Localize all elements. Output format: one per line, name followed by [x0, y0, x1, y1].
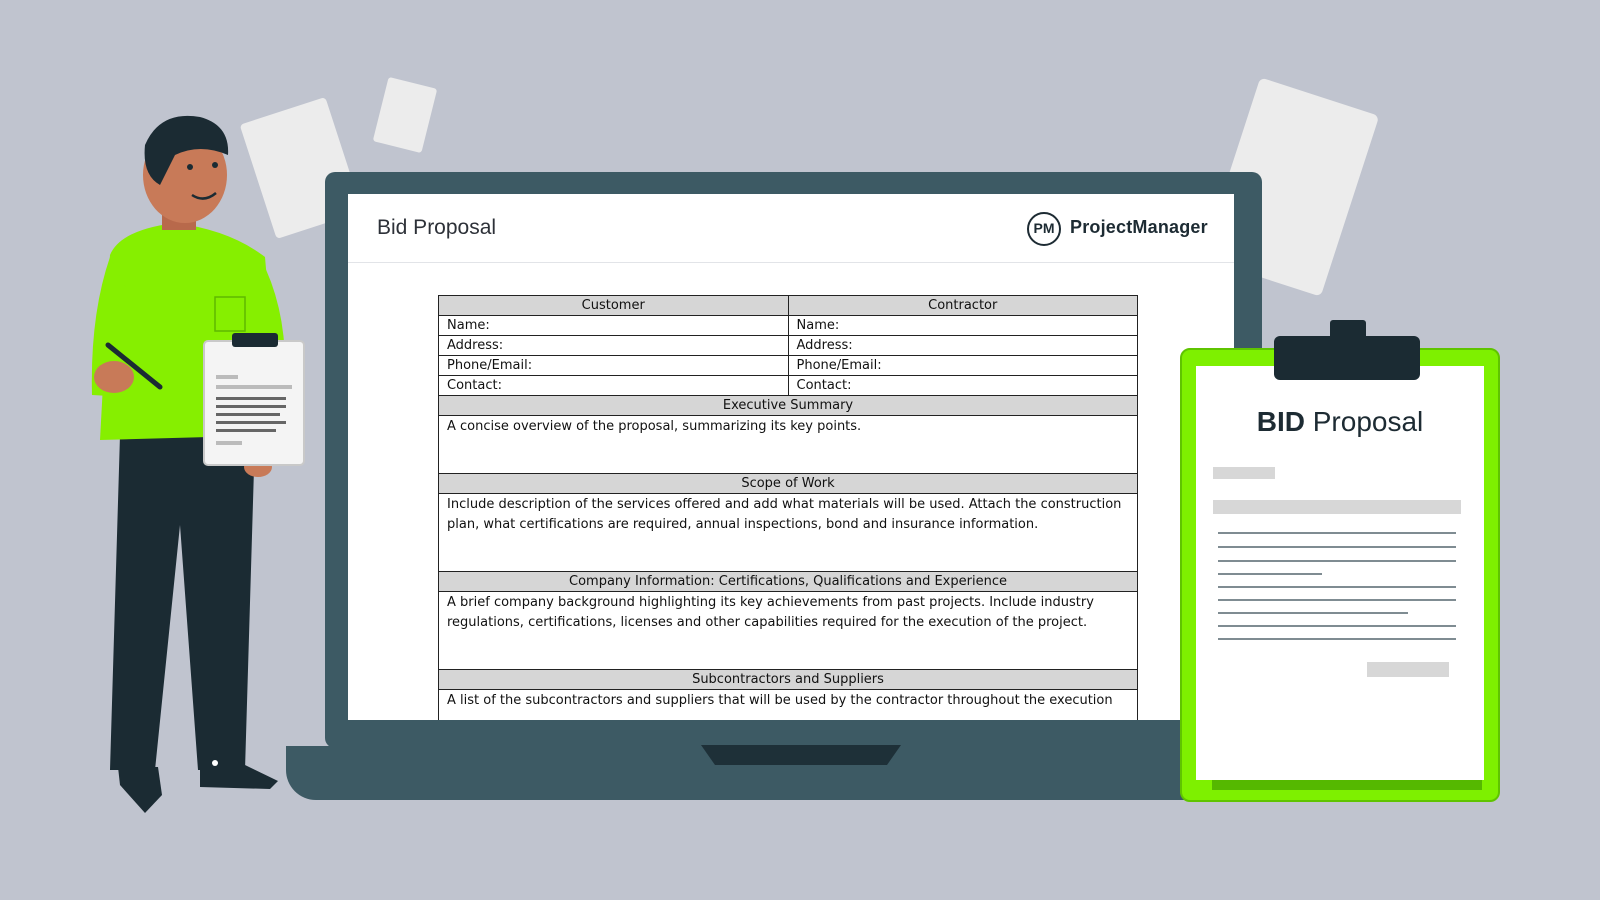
person-illustration-icon — [80, 105, 320, 825]
column-header-customer: Customer — [439, 296, 789, 316]
clipboard-title-rest: Proposal — [1312, 406, 1424, 437]
placeholder-line — [1218, 546, 1456, 548]
table-header-row — [439, 296, 1138, 316]
section-body-row — [439, 592, 1138, 670]
placeholder-line — [1218, 532, 1456, 534]
clipboard-title-bold: BID — [1256, 406, 1305, 437]
section-body-row — [439, 690, 1138, 721]
placeholder-line — [1218, 625, 1456, 627]
section-heading: Subcontractors and Suppliers — [439, 670, 1138, 690]
placeholder-line — [1218, 586, 1456, 588]
contractor-field: Contact: — [788, 376, 1138, 396]
placeholder-line — [1218, 560, 1456, 562]
customer-field: Contact: — [439, 376, 789, 396]
contractor-field: Address: — [788, 336, 1138, 356]
paper-sheet-icon — [373, 77, 437, 153]
placeholder-line — [1218, 612, 1408, 614]
clipboard-clamp — [1274, 336, 1420, 380]
section-body-row — [439, 416, 1138, 474]
clipboard-title — [1196, 406, 1484, 438]
section-heading-row — [439, 474, 1138, 494]
table-row — [439, 336, 1138, 356]
placeholder-line — [1218, 573, 1322, 575]
section-body: A brief company background highlighting its key achievements from past projects. Include industry regulations, certifications, licenses and other capabilities required for the execution of the project. — [439, 592, 1138, 670]
section-body: A concise overview of the proposal, summarizing its key points. — [439, 416, 1138, 474]
placeholder-bar — [1213, 500, 1461, 514]
laptop-screen — [348, 194, 1234, 720]
brand-name: ProjectManager — [1070, 217, 1208, 237]
column-header-contractor: Contractor — [788, 296, 1138, 316]
placeholder-bar — [1367, 662, 1449, 677]
document-title: Bid Proposal — [377, 216, 497, 239]
document-header — [348, 194, 1234, 263]
pm-logo-icon: PM — [1027, 212, 1061, 246]
placeholder-line — [1218, 599, 1456, 601]
customer-field: Address: — [439, 336, 789, 356]
section-heading: Company Information: Certifications, Qualifications and Experience — [439, 572, 1138, 592]
section-heading: Scope of Work — [439, 474, 1138, 494]
section-body: Include description of the services offered and add what materials will be used. Attach the construction plan, what certifications are required, annual inspections, bond and insurance information. — [439, 494, 1138, 572]
placeholder-bar — [1213, 467, 1275, 479]
placeholder-line — [1218, 638, 1456, 640]
section-body: A list of the subcontractors and suppliers that will be used by the contractor throughout the execution — [439, 690, 1138, 721]
customer-field: Name: — [439, 316, 789, 336]
laptop-notch — [701, 745, 901, 765]
clipboard-paper-shadow — [1212, 780, 1482, 790]
section-body-row — [439, 494, 1138, 572]
contractor-field: Phone/Email: — [788, 356, 1138, 376]
table-row — [439, 356, 1138, 376]
contractor-field: Name: — [788, 316, 1138, 336]
table-row — [439, 376, 1138, 396]
customer-field: Phone/Email: — [439, 356, 789, 376]
section-heading-row — [439, 572, 1138, 592]
bid-proposal-table — [438, 295, 1138, 720]
section-heading: Executive Summary — [439, 396, 1138, 416]
section-heading-row — [439, 396, 1138, 416]
section-heading-row — [439, 670, 1138, 690]
table-row — [439, 316, 1138, 336]
